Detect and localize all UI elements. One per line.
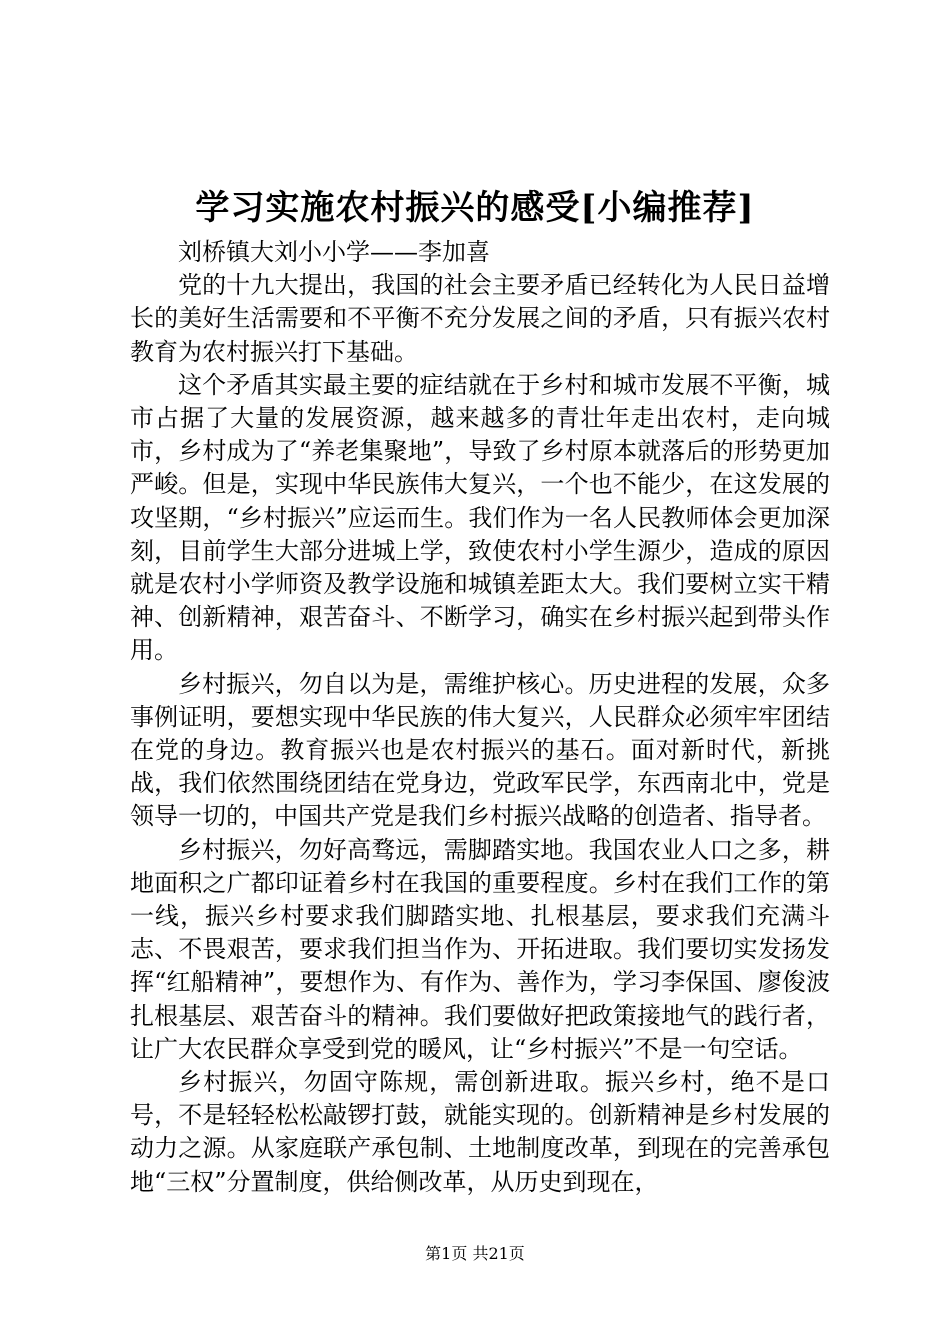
paragraph-3: 乡村振兴，勿自以为是，需维护核心。历史进程的发展，众多事例证明，要想实现中华民族的伟大复兴，人民群众必须牢牢团结在党的身边。教育振兴也是农村振兴的基石。面对新时代，新挑战，我们依然围绕团结在党身边，党政军民学，东西南北中，党是领导一切的，中国共产党是我们乡村振兴战略的创造者、指导者。 bbox=[130, 669, 830, 831]
document-title: 学习实施农村振兴的感受[小编推荐] bbox=[195, 188, 755, 228]
paragraph-5: 乡村振兴，勿固守陈规，需创新进取。振兴乡村，绝不是口号，不是轻轻松松敲锣打鼓，就能实现的。创新精神是乡村发展的动力之源。从家庭联产承包制、土地制度改革，到现在的完善承包地“三权”分置制度，供给侧改革，从历史到现在， bbox=[130, 1068, 830, 1196]
author-line: 刘桥镇大刘小小学——李加喜 bbox=[178, 238, 490, 266]
page-number-footer: 第1页 共21页 bbox=[425, 1244, 525, 1263]
paragraph-1: 党的十九大提出，我国的社会主要矛盾已经转化为人民日益增长的美好生活需要和不平衡不充分发展之间的矛盾，只有振兴农村教育为农村振兴打下基础。 bbox=[130, 271, 830, 366]
paragraph-4: 乡村振兴，勿好高骛远，需脚踏实地。我国农业人口之多，耕地面积之广都印证着乡村在我国的重要程度。乡村在我们工作的第一线，振兴乡村要求我们脚踏实地、扎根基层，要求我们充满斗志、不畏艰苦，要求我们担当作为、开拓进取。我们要切实发扬发挥“红船精神”，要想作为、有作为、善作为，学习李保国、廖俊波扎根基层、艰苦奋斗的精神。我们要做好把政策接地气的践行者，让广大农民群众享受到党的暖风，让“乡村振兴”不是一句空话。 bbox=[130, 835, 830, 1063]
paragraph-2: 这个矛盾其实最主要的症结就在于乡村和城市发展不平衡，城市占据了大量的发展资源，越来越多的青壮年走出农村，走向城市，乡村成为了“养老集聚地”，导致了乡村原本就落后的形势更加严峻。但是，实现中华民族伟大复兴，一个也不能少，在这发展的攻坚期，“乡村振兴”应运而生。我们作为一名人民教师体会更加深刻，目前学生大部分进城上学，致使农村小学生源少，造成的原因就是农村小学师资及教学设施和城镇差距太大。我们要树立实干精神、创新精神，艰苦奋斗、不断学习，确实在乡村振兴起到带头作用。 bbox=[130, 370, 830, 665]
document-body bbox=[130, 236, 830, 1199]
